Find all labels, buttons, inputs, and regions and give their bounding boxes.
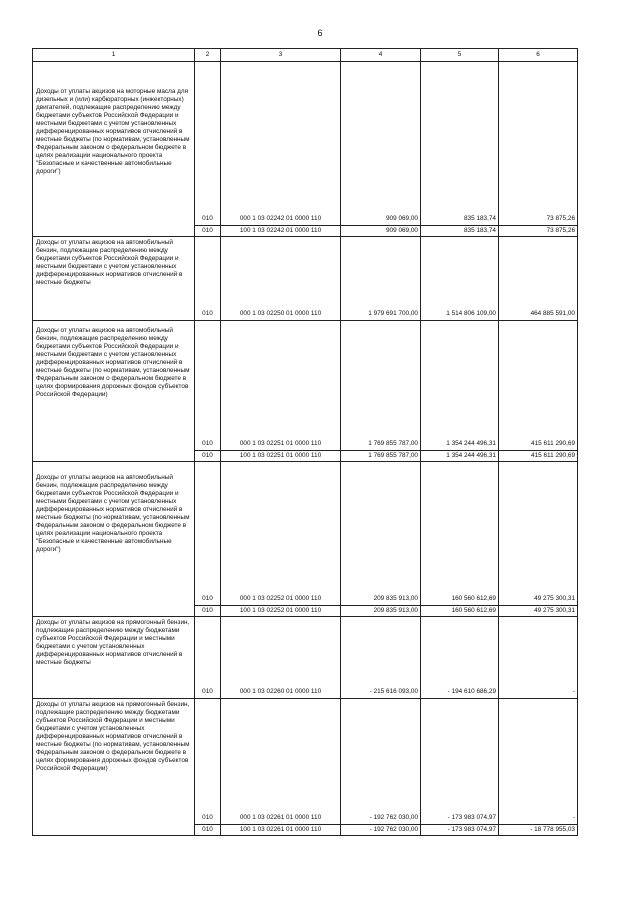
amount-col-4: 209 835 913,00 (341, 606, 421, 617)
amount-col-4: 909 069,00 (341, 226, 421, 237)
amount-col-4: 909 069,00 (341, 62, 421, 226)
revenue-code: 100 1 03 02251 01 0000 110 (221, 451, 341, 462)
table-row (33, 237, 578, 321)
revenue-code: 100 1 03 02242 01 0000 110 (221, 226, 341, 237)
line-code: 010 (195, 62, 221, 226)
row-description: Доходы от уплаты акцизов на моторные масла для дизельных и (или) карбюраторных (инжекторных) двигателей, подлежащие распределению между бюджетами субъектов Российской Федерации и местными бюджетами с учетом установленных дифференцированных нормативов отчислений в местные бюджеты (по нормативам, установленным Федеральным законом о федеральном бюджете в целях реализации национального проекта "Безопасные и качественные автомобильные дороги") (33, 62, 195, 237)
amount-col-5: 1 354 244 496,31 (421, 321, 499, 451)
revenue-code: 000 1 03 02242 01 0000 110 (221, 62, 341, 226)
amount-col-6: 73 875,26 (499, 226, 578, 237)
header-col-5: 5 (421, 49, 499, 62)
table-row (33, 462, 578, 606)
amount-col-4: 1 979 691 700,00 (341, 237, 421, 321)
amount-col-6: 73 875,26 (499, 62, 578, 226)
amount-col-4: - 192 762 030,00 (341, 699, 421, 825)
amount-col-4: - 192 762 030,00 (341, 825, 421, 836)
amount-col-5: - 194 610 686,29 (421, 617, 499, 699)
revenue-code: 100 1 03 02261 01 0000 110 (221, 825, 341, 836)
table-row (33, 62, 578, 226)
revenue-code: 000 1 03 02250 01 0000 110 (221, 237, 341, 321)
amount-col-6: 49 275 300,31 (499, 462, 578, 606)
line-code: 010 (195, 451, 221, 462)
header-col-4: 4 (341, 49, 421, 62)
revenue-table (32, 48, 578, 836)
amount-col-5: 160 560 612,69 (421, 606, 499, 617)
amount-col-5: 160 560 612,69 (421, 462, 499, 606)
row-description: Доходы от уплаты акцизов на прямогонный бензин, подлежащие распределению между бюджетами субъектов Российской Федерации и местными бюджетами с учетом установленных дифференцированных нормативов отчислений в местные бюджеты (33, 617, 195, 699)
header-col-2: 2 (195, 49, 221, 62)
header-row (33, 49, 578, 62)
amount-col-6: 49 275 300,31 (499, 606, 578, 617)
revenue-code: 000 1 03 02251 01 0000 110 (221, 321, 341, 451)
header-col-6: 6 (499, 49, 578, 62)
amount-col-6: 415 611 290,69 (499, 451, 578, 462)
row-description: Доходы от уплаты акцизов на автомобильный бензин, подлежащие распределению между бюджетами субъектов Российской Федерации и местными бюджетами с учетом установленных дифференцированных нормативов отчислений в местные бюджеты (33, 237, 195, 321)
revenue-code: 100 1 03 02252 01 0000 110 (221, 606, 341, 617)
revenue-code: 000 1 03 02260 01 0000 110 (221, 617, 341, 699)
amount-col-5: 1 514 806 109,00 (421, 237, 499, 321)
amount-col-5: 835 183,74 (421, 226, 499, 237)
row-description: Доходы от уплаты акцизов на автомобильный бензин, подлежащие распределению между бюджетами субъектов Российской Федерации и местными бюджетами с учетом установленных дифференцированных нормативов отчислений в местные бюджеты (по нормативам, установленным Федеральным законом о федеральном бюджете в целях формирования дорожных фондов субъектов Российской Федерации) (33, 321, 195, 462)
row-description: Доходы от уплаты акцизов на автомобильный бензин, подлежащие распределению между бюджетами субъектов Российской Федерации и местными бюджетами с учетом установленных дифференцированных нормативов отчислений в местные бюджеты (по нормативам, установленным Федеральным законом о федеральном бюджете в целях реализации национального проекта "Безопасные и качественные автомобильные дороги") (33, 462, 195, 617)
amount-col-4: 1 769 855 787,00 (341, 321, 421, 451)
amount-col-5: - 173 983 074,97 (421, 825, 499, 836)
amount-col-4: 1 769 855 787,00 (341, 451, 421, 462)
amount-col-4: - 215 616 093,00 (341, 617, 421, 699)
header-col-1: 1 (33, 49, 195, 62)
line-code: 010 (195, 321, 221, 451)
header-col-3: 3 (221, 49, 341, 62)
amount-col-5: - 173 983 074,97 (421, 699, 499, 825)
amount-col-6: - 18 778 955,03 (499, 825, 578, 836)
revenue-code: 000 1 03 02252 01 0000 110 (221, 462, 341, 606)
line-code: 010 (195, 825, 221, 836)
table-row (33, 617, 578, 699)
line-code: 010 (195, 226, 221, 237)
revenue-code: 000 1 03 02261 01 0000 110 (221, 699, 341, 825)
line-code: 010 (195, 606, 221, 617)
amount-col-6: - (499, 699, 578, 825)
amount-col-6: 464 885 591,00 (499, 237, 578, 321)
amount-col-6: 415 611 290,69 (499, 321, 578, 451)
table-row (33, 321, 578, 451)
line-code: 010 (195, 617, 221, 699)
line-code: 010 (195, 699, 221, 825)
amount-col-4: 209 835 913,00 (341, 462, 421, 606)
row-description: Доходы от уплаты акцизов на прямогонный бензин, подлежащие распределению между бюджетами субъектов Российской Федерации и местными бюджетами с учетом установленных дифференцированных нормативов отчислений в местные бюджеты (по нормативам, установленным Федеральным законом о федеральном бюджете в целях формирования дорожных фондов субъектов Российской Федерации) (33, 699, 195, 836)
page-number: 6 (317, 28, 323, 38)
line-code: 010 (195, 462, 221, 606)
amount-col-5: 1 354 244 496,31 (421, 451, 499, 462)
table-row (33, 699, 578, 825)
amount-col-5: 835 183,74 (421, 62, 499, 226)
line-code: 010 (195, 237, 221, 321)
amount-col-6: - (499, 617, 578, 699)
